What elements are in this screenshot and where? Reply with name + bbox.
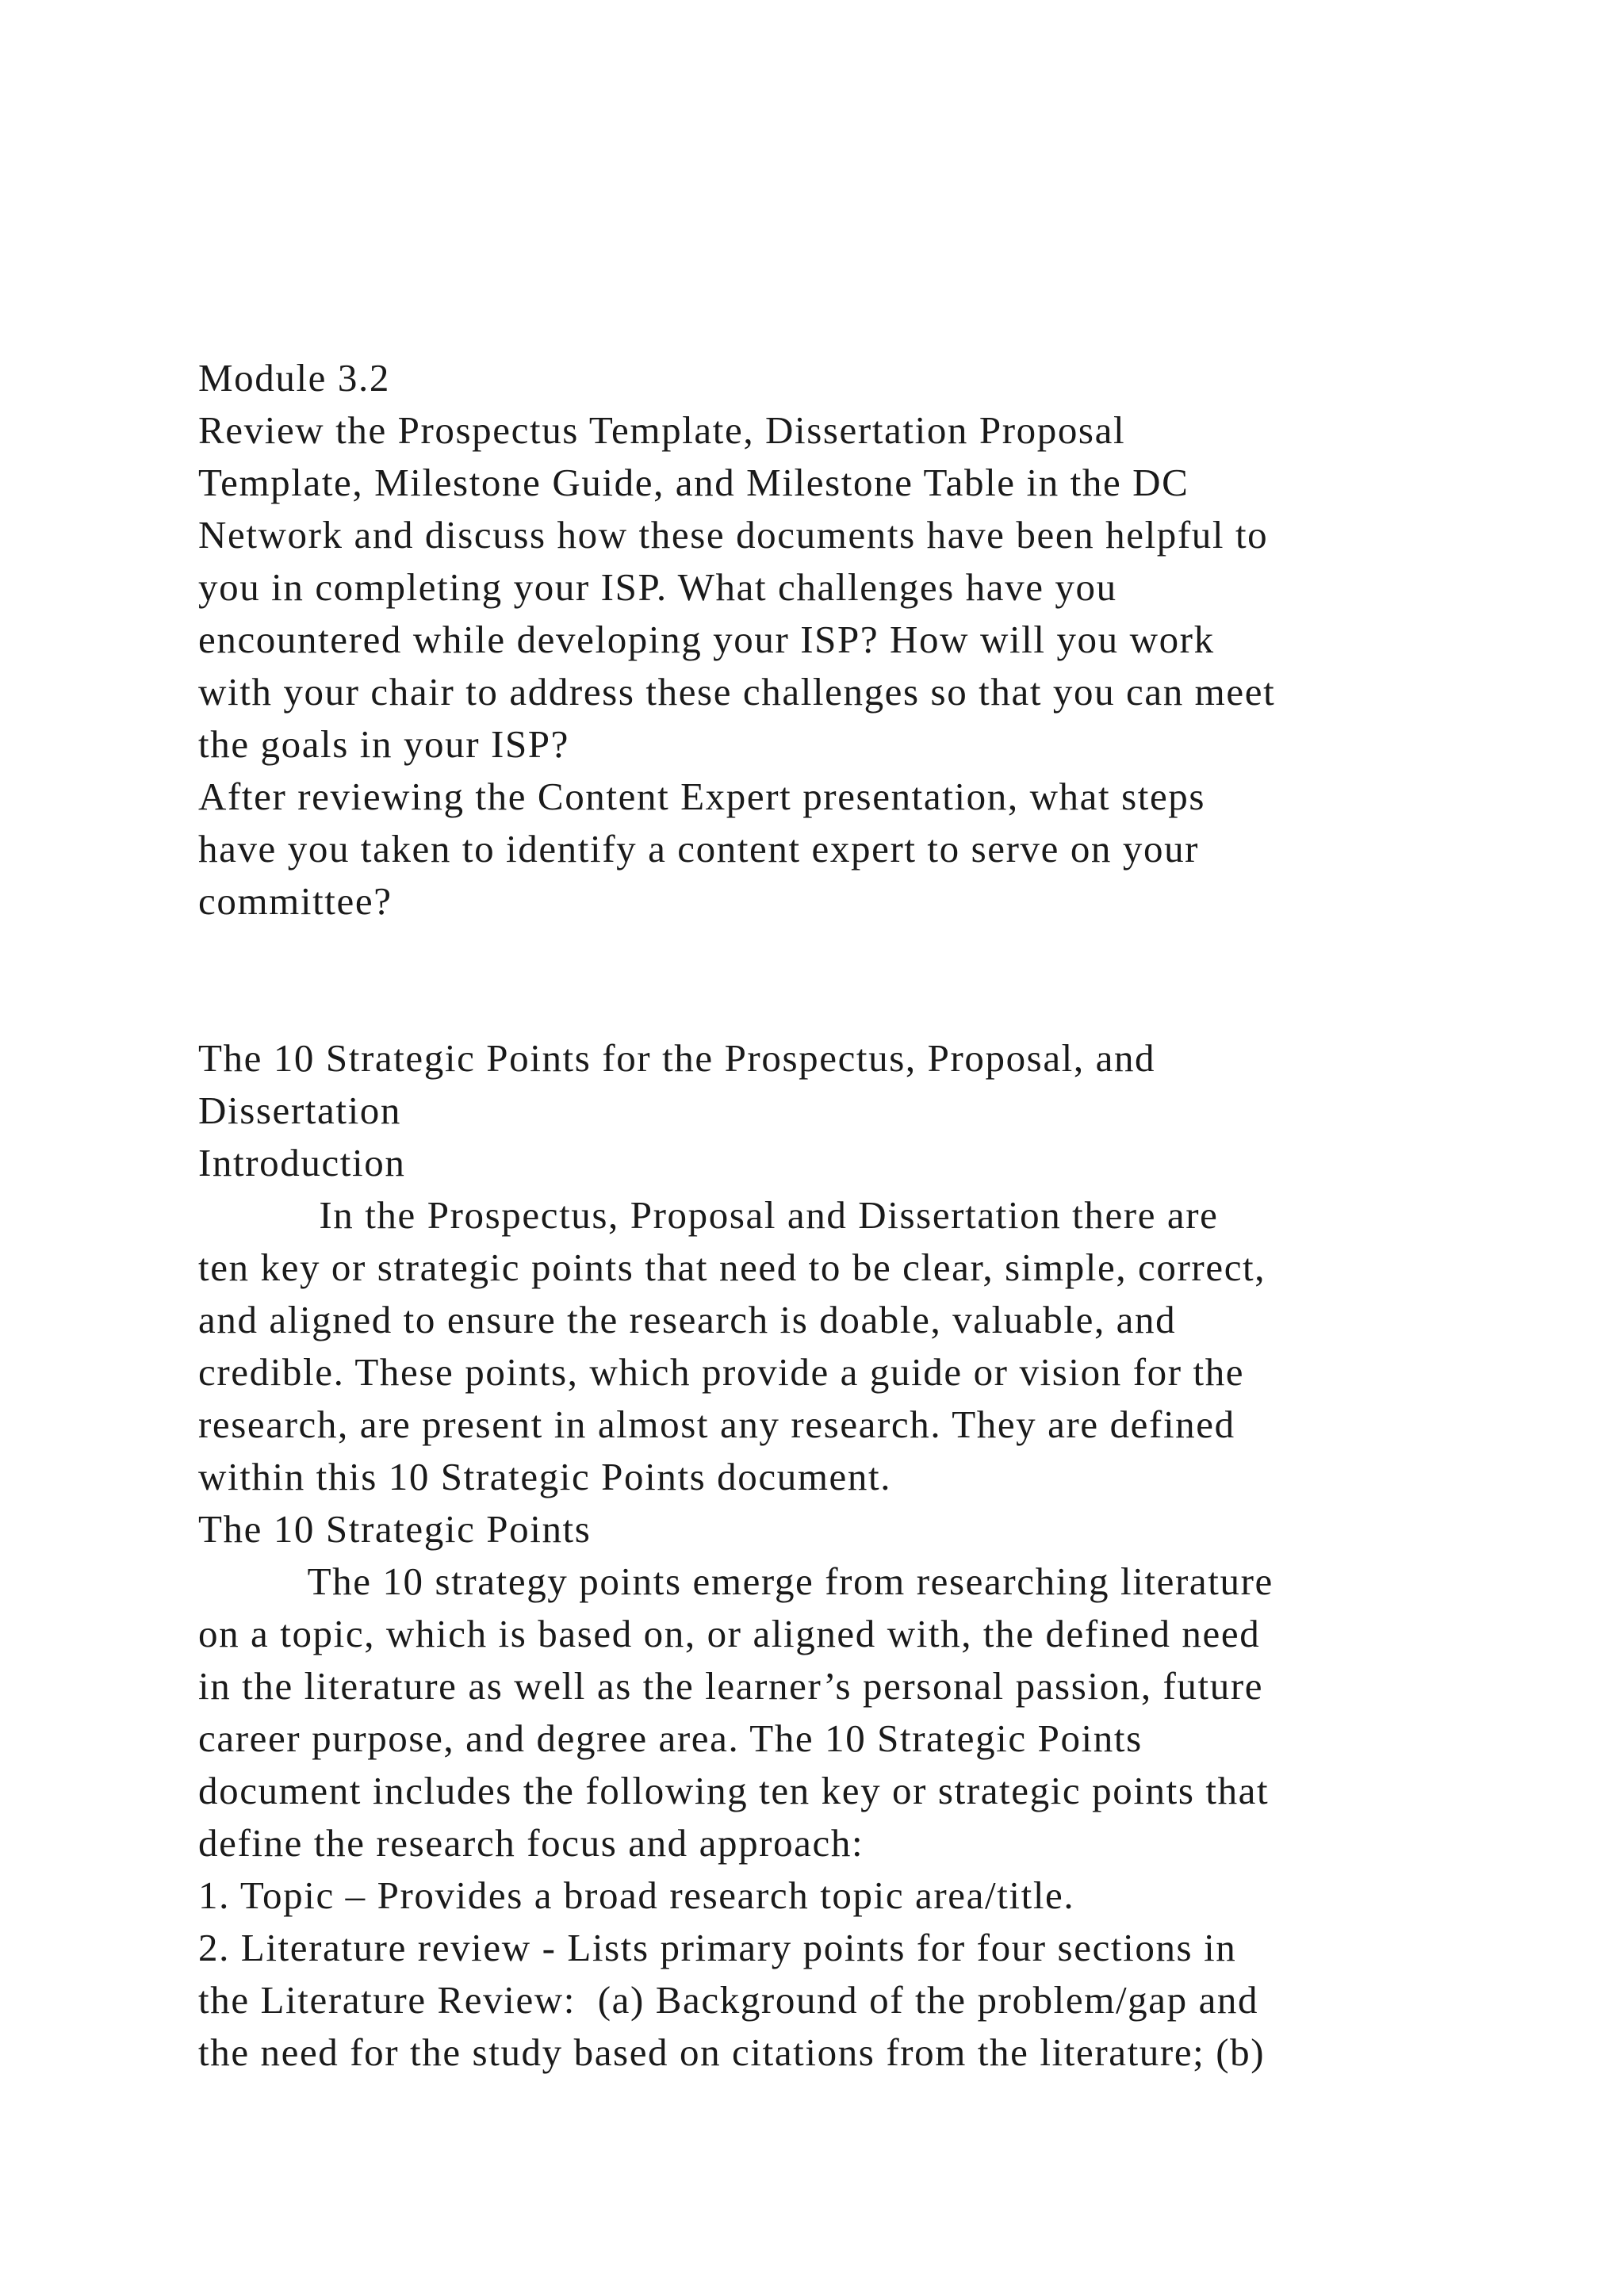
list-item-line: 2. Literature review - Lists primary points for four sections in	[198, 1926, 1237, 1969]
paragraph-line: encountered while developing your ISP? How will you work	[198, 618, 1215, 661]
paragraph-line: and aligned to ensure the research is doable, valuable, and	[198, 1298, 1177, 1341]
paragraph-line: the goals in your ISP?	[198, 722, 569, 766]
paragraph-line: After reviewing the Content Expert presentation, what steps	[198, 775, 1206, 818]
paragraph-line: define the research focus and approach:	[198, 1821, 864, 1865]
section-spacer	[198, 928, 1530, 1032]
paragraph-line: document includes the following ten key or strategic points that	[198, 1769, 1270, 1812]
paragraph-line: Network and discuss how these documents have been helpful to	[198, 513, 1269, 557]
document-title-line: Dissertation	[198, 1089, 401, 1132]
document-title-line: The 10 Strategic Points for the Prospectus, Proposal, and	[198, 1036, 1156, 1080]
list-item-line: the need for the study based on citations from the literature; (b)	[198, 2030, 1266, 2074]
paragraph-line: The 10 strategy points emerge from researching literature	[198, 1559, 1274, 1603]
paragraph-line: career purpose, and degree area. The 10 Strategic Points	[198, 1716, 1143, 1760]
paragraph-line: on a topic, which is based on, or aligned with, the defined need	[198, 1612, 1261, 1655]
paragraph-line: have you taken to identify a content expert to serve on your	[198, 827, 1200, 871]
paragraph-line: Template, Milestone Guide, and Milestone Table in the DC	[198, 461, 1189, 504]
section-heading-strategic-points: The 10 Strategic Points	[198, 1507, 592, 1551]
section-module-prompt	[198, 352, 1530, 928]
section-heading-introduction: Introduction	[198, 1141, 406, 1184]
paragraph-line: committee?	[198, 879, 393, 923]
list-item-line: the Literature Review: (a) Background of the problem/gap and	[198, 1978, 1259, 2022]
paragraph-line: you in completing your ISP. What challenges have you	[198, 565, 1117, 609]
document-body	[198, 352, 1530, 2079]
paragraph-line: within this 10 Strategic Points document.	[198, 1455, 892, 1498]
paragraph-line: research, are present in almost any research. They are defined	[198, 1402, 1235, 1446]
paragraph-line: Review the Prospectus Template, Dissertation Proposal	[198, 408, 1126, 452]
list-item-line: 1. Topic – Provides a broad research topic area/title.	[198, 1873, 1075, 1917]
module-heading: Module 3.2	[198, 356, 390, 400]
section-strategic-points	[198, 1032, 1530, 2079]
paragraph-line: with your chair to address these challenges so that you can meet	[198, 670, 1276, 714]
paragraph-line: In the Prospectus, Proposal and Dissertation there are	[198, 1193, 1219, 1237]
paragraph-line: ten key or strategic points that need to be clear, simple, correct,	[198, 1246, 1266, 1289]
paragraph-line: in the literature as well as the learner’s personal passion, future	[198, 1664, 1264, 1708]
paragraph-line: credible. These points, which provide a guide or vision for the	[198, 1350, 1245, 1394]
